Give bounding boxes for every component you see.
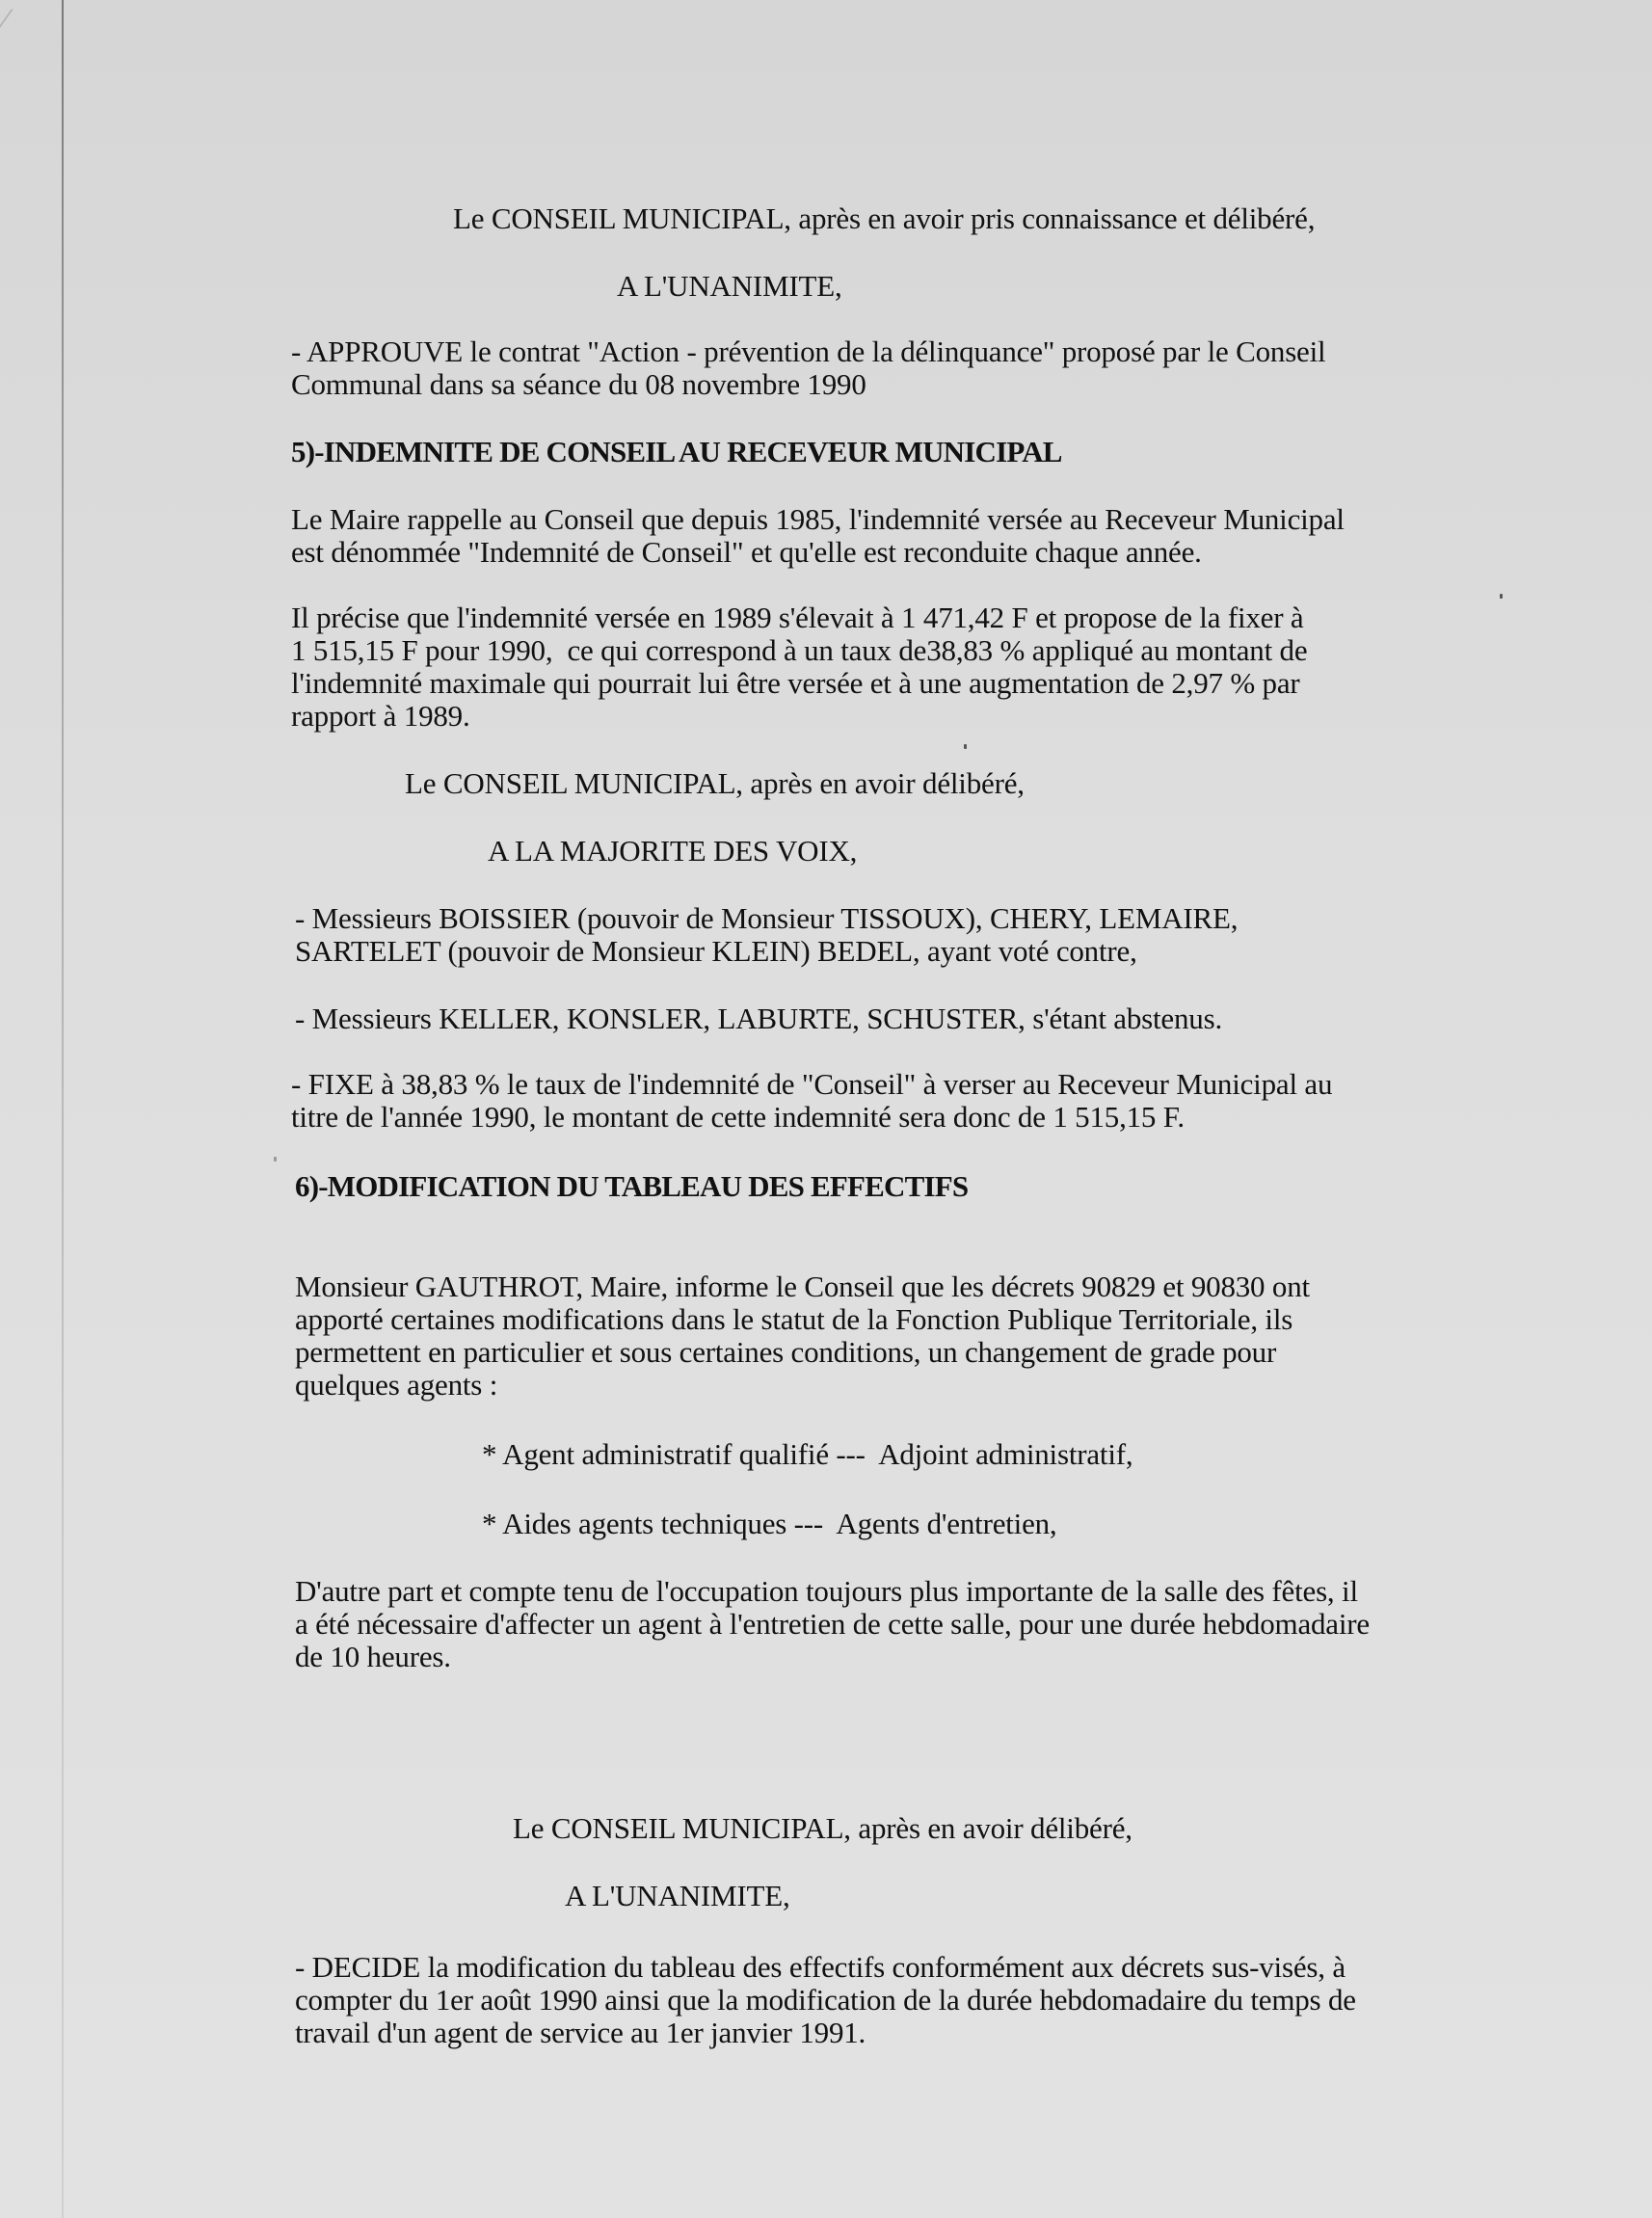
list-item: * Agent administratif qualifié --- Adjoint administratif,: [482, 1437, 1133, 1471]
section-heading: 5)-INDEMNITE DE CONSEIL AU RECEVEUR MUNICIPAL: [291, 435, 1062, 468]
paragraph-line: de 10 heures.: [295, 1640, 451, 1673]
decision-line: travail d'un agent de service au 1er janvier 1991.: [295, 2016, 866, 2049]
paragraph-line: est dénommée "Indemnité de Conseil" et qu'elle est reconduite chaque année.: [291, 535, 1202, 569]
decision-line: - APPROUVE le contrat "Action - prévention de la délinquance" proposé par le Conseil: [291, 334, 1326, 368]
paragraph-line: quelques agents :: [295, 1368, 498, 1402]
decision-line: titre de l'année 1990, le montant de cette indemnité sera donc de 1 515,15 F.: [291, 1100, 1185, 1134]
vote-result: A L'UNANIMITE,: [617, 269, 842, 303]
paragraph-line: rapport à 1989.: [291, 699, 470, 733]
scan-speck: [274, 1157, 277, 1162]
decision-line: compter du 1er août 1990 ainsi que la modification de la durée hebdomadaire du temps de: [295, 1983, 1356, 2017]
paragraph-line: 1 515,15 F pour 1990, ce qui correspond à un taux de38,83 % appliqué au montant de: [291, 633, 1308, 667]
section-heading: 6)-MODIFICATION DU TABLEAU DES EFFECTIFS: [295, 1169, 969, 1203]
scan-speck: [964, 744, 967, 749]
decision-line: Communal dans sa séance du 08 novembre 1990: [291, 367, 866, 401]
corner-smudge: ⁄: [0, 0, 7, 43]
decision-line: - DECIDE la modification du tableau des effectifs conformément aux décrets sus-visés, à: [295, 1950, 1346, 1984]
scan-speck: [1500, 594, 1503, 599]
against-line: - Messieurs BOISSIER (pouvoir de Monsieur TISSOUX), CHERY, LEMAIRE,: [295, 901, 1239, 935]
paragraph-line: permettent en particulier et sous certaines conditions, un changement de grade pour: [295, 1335, 1277, 1369]
paragraph-line: Le Maire rappelle au Conseil que depuis 1985, l'indemnité versée au Receveur Municipal: [291, 502, 1345, 536]
against-line: SARTELET (pouvoir de Monsieur KLEIN) BEDEL, ayant voté contre,: [295, 934, 1137, 968]
council-statement: Le CONSEIL MUNICIPAL, après en avoir pris connaissance et délibéré,: [453, 201, 1316, 235]
abstain-line: - Messieurs KELLER, KONSLER, LABURTE, SCHUSTER, s'étant abstenus.: [295, 1002, 1223, 1035]
paragraph-line: l'indemnité maximale qui pourrait lui être versée et à une augmentation de 2,97 % par: [291, 666, 1300, 700]
decision-line: - FIXE à 38,83 % le taux de l'indemnité de "Conseil" à verser au Receveur Municipal au: [291, 1067, 1333, 1101]
list-item: * Aides agents techniques --- Agents d'entretien,: [482, 1507, 1057, 1540]
paragraph-line: D'autre part et compte tenu de l'occupation toujours plus importante de la salle des fêtes, il: [295, 1574, 1358, 1608]
paragraph-line: Il précise que l'indemnité versée en 1989 s'élevait à 1 471,42 F et propose de la fixer à: [291, 601, 1304, 634]
vote-result: A L'UNANIMITE,: [565, 1879, 790, 1912]
council-statement: Le CONSEIL MUNICIPAL, après en avoir délibéré,: [513, 1811, 1132, 1845]
page-edge-line: [62, 0, 64, 2218]
council-statement: Le CONSEIL MUNICIPAL, après en avoir délibéré,: [405, 766, 1025, 800]
paragraph-line: a été nécessaire d'affecter un agent à l'entretien de cette salle, pour une durée hebdomadaire: [295, 1607, 1370, 1641]
paragraph-line: apporté certaines modifications dans le statut de la Fonction Publique Territoriale, ils: [295, 1302, 1293, 1336]
paragraph-line: Monsieur GAUTHROT, Maire, informe le Conseil que les décrets 90829 et 90830 ont: [295, 1269, 1310, 1303]
vote-result: A LA MAJORITE DES VOIX,: [488, 834, 858, 868]
